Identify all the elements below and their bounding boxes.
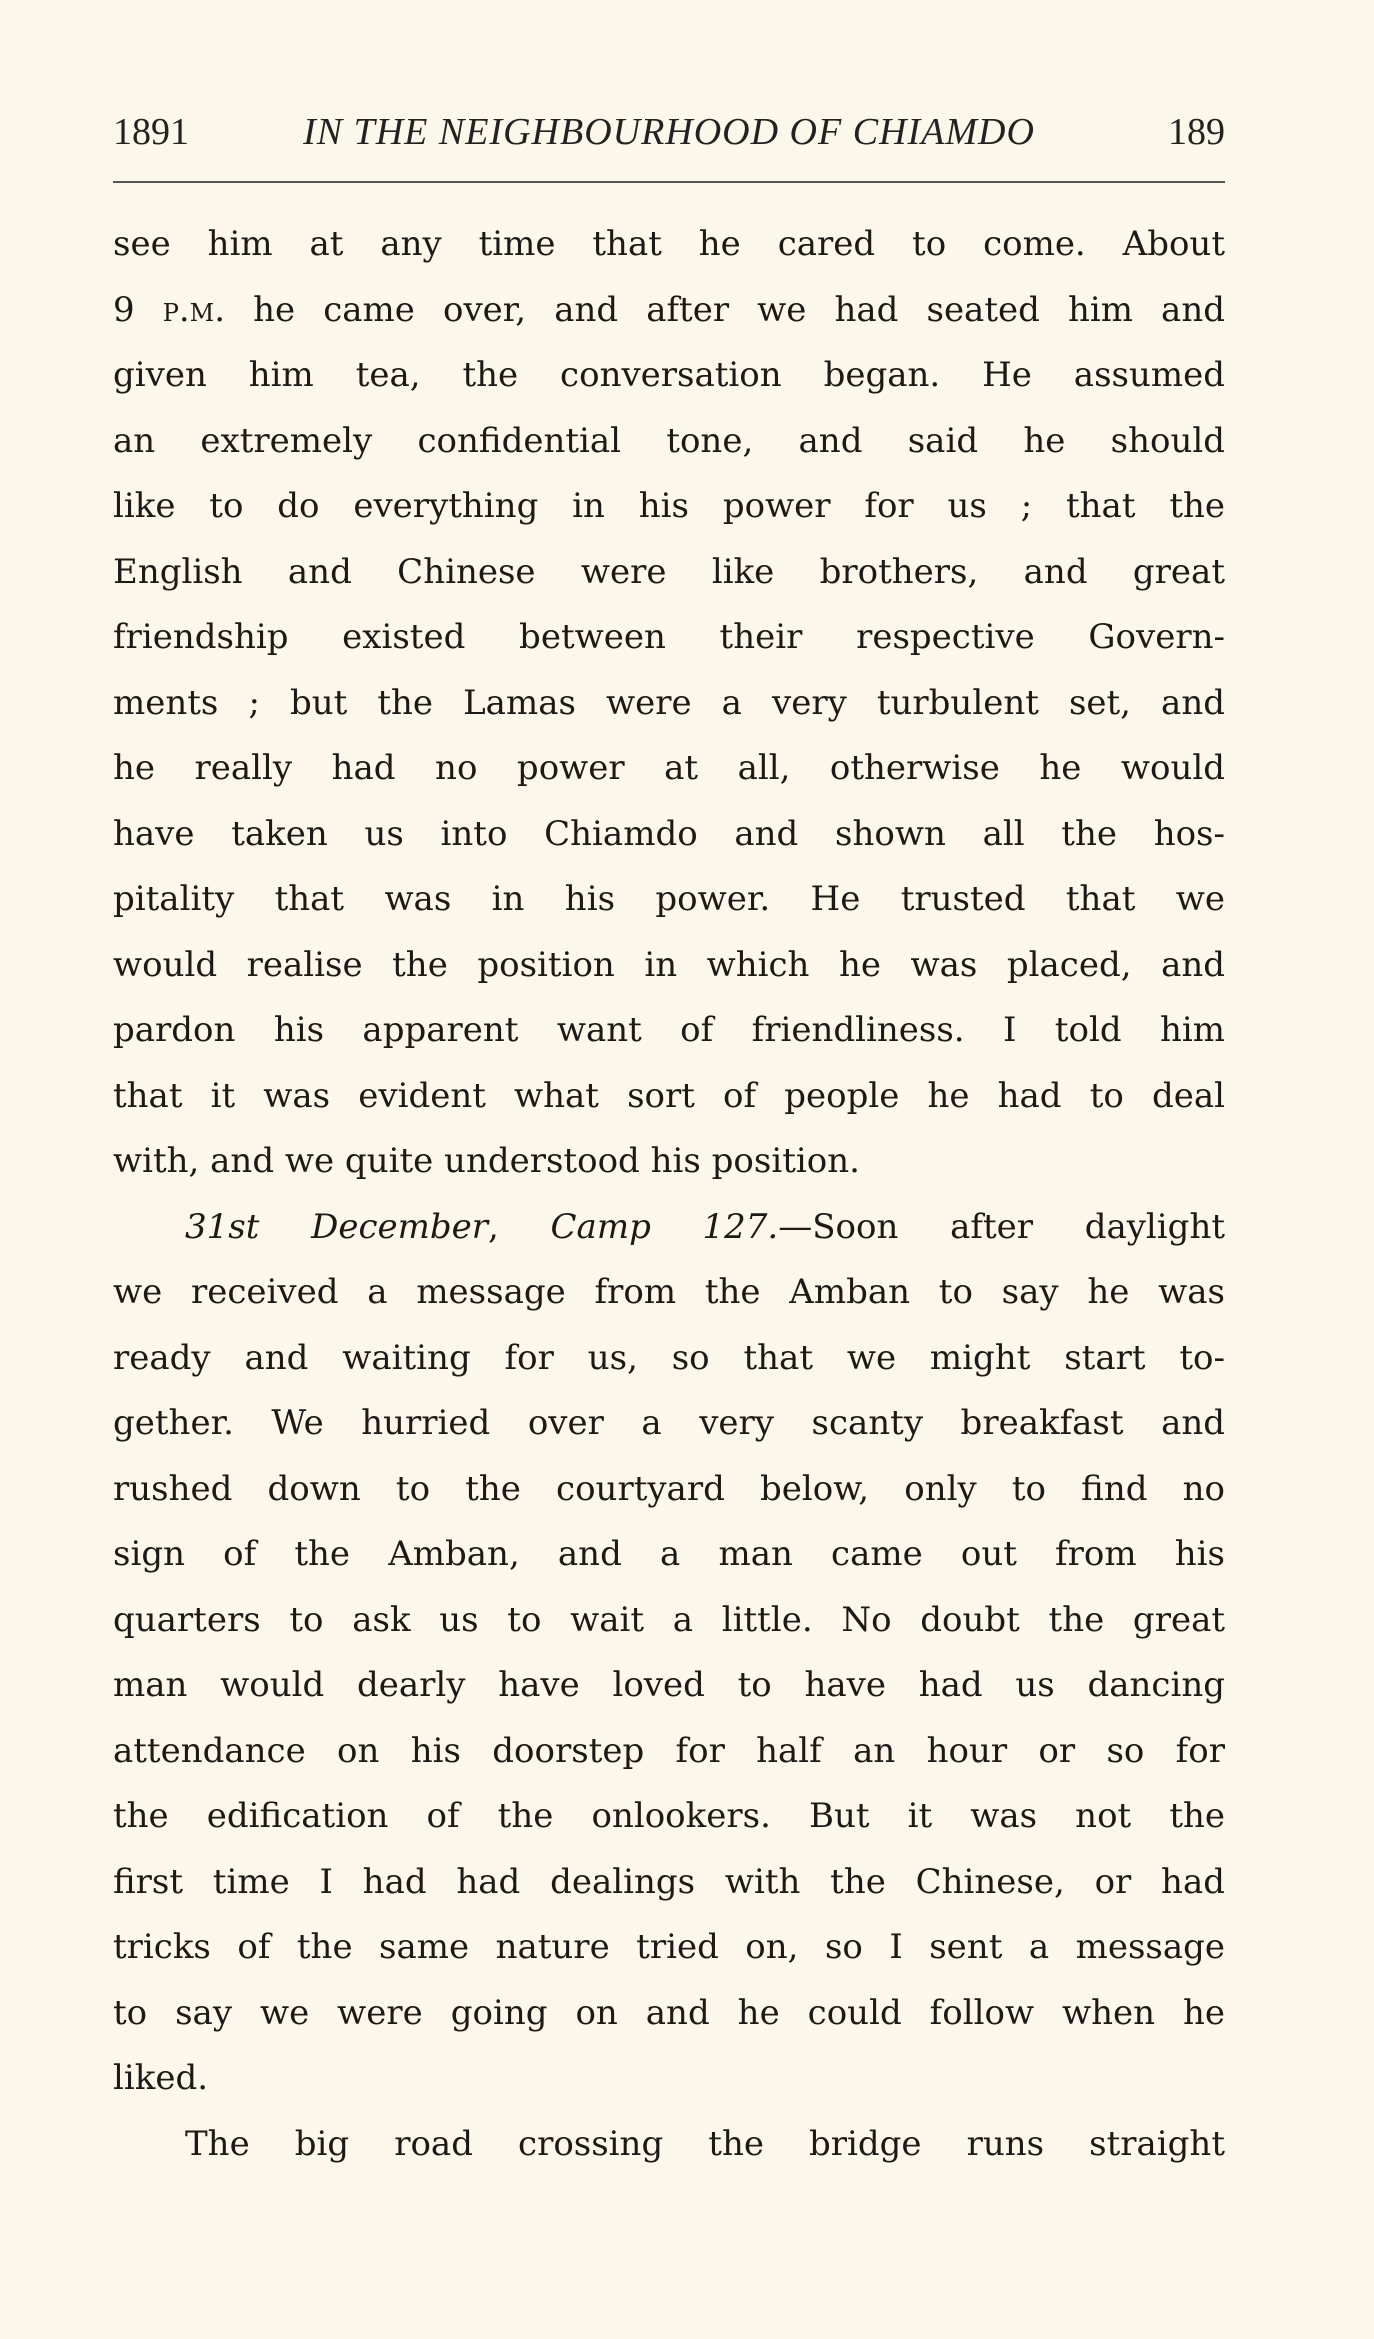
text-line: pitality that was in his power. He trusted that we: [113, 879, 1225, 919]
text-line: he really had no power at all, otherwise he would: [113, 748, 1225, 788]
text-line: ments ; but the Lamas were a very turbulent set, and: [113, 682, 1225, 723]
text-line: English and Chinese were like brothers, and great: [113, 551, 1225, 592]
text-line: quarters to ask us to wait a little. No doubt the great: [113, 1599, 1225, 1640]
text-line: first time I had had dealings with the Chinese, or had: [113, 1861, 1225, 1902]
text-line: like to do everything in his power for us ; that the: [113, 486, 1225, 526]
text-line: we received a message from the Amban to say he was: [113, 1272, 1225, 1312]
text-line: the edification of the onlookers. But it was not the: [113, 1796, 1225, 1836]
text-line: have taken us into Chiamdo and shown all the hos-: [113, 813, 1225, 854]
text-line: given him tea, the conversation began. He assumed: [113, 355, 1225, 395]
text-line: that it was evident what sort of people he had to deal: [113, 1075, 1225, 1116]
text-line: sign of the Amban, and a man came out from his: [113, 1534, 1225, 1574]
text-line: 31st December, Camp 127.—Soon after daylight: [185, 1206, 1225, 1247]
text-line: pardon his apparent want of friendliness. I told him: [113, 1010, 1225, 1050]
running-head: [113, 110, 1225, 160]
text-line: man would dearly have loved to have had us dancing: [113, 1665, 1225, 1705]
text-line: would realise the position in which he was placed, and: [113, 944, 1225, 985]
text-line: gether. We hurried over a very scanty breakfast and: [113, 1403, 1225, 1443]
text-line: ready and waiting for us, so that we might start to-: [113, 1337, 1225, 1378]
text-line: tricks of the same nature tried on, so I sent a message: [113, 1927, 1225, 1967]
text-line: attendance on his doorstep for half an hour or so for: [113, 1730, 1225, 1771]
text-line: The big road crossing the bridge runs straight: [185, 2123, 1225, 2164]
body-text: [113, 212, 1225, 2177]
text-line: see him at any time that he cared to come. About: [113, 224, 1225, 264]
text-line: with, and we quite understood his position.: [113, 1141, 860, 1181]
text-line: to say we were going on and he could follow when he: [113, 1992, 1225, 2033]
text-line: an extremely confidential tone, and said he should: [113, 420, 1225, 461]
header-year: 1891: [113, 111, 189, 153]
page-number: 189: [1168, 111, 1225, 153]
text-line: liked.: [113, 2058, 209, 2098]
header-rule: [113, 181, 1225, 183]
text-line: rushed down to the courtyard below, only to find no: [113, 1468, 1225, 1509]
text-line: 9 p.m. he came over, and after we had seated him and: [113, 289, 1225, 330]
text-line: friendship existed between their respective Govern-: [113, 617, 1225, 657]
header-title: IN THE NEIGHBOURHOOD OF CHIAMDO: [303, 111, 1035, 153]
